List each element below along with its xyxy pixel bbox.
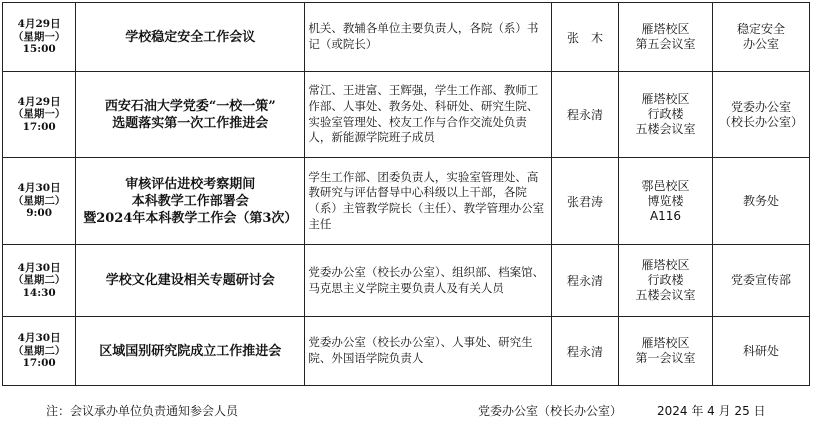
meeting-schedule-table bbox=[2, 2, 810, 386]
table-row bbox=[3, 245, 810, 317]
meeting-title-line: 审核评估进校考察期间 bbox=[125, 176, 256, 192]
meeting-time: 14:30 bbox=[22, 286, 56, 299]
meeting-location-cell bbox=[619, 245, 713, 317]
meeting-title-cell bbox=[76, 158, 305, 245]
meeting-location-cell bbox=[619, 317, 713, 386]
meeting-organizer-line: 稳定安全 bbox=[736, 22, 785, 36]
meeting-attendees: 机关、教辅各单位主要负责人，各院（系）书记（或院长） bbox=[305, 3, 552, 72]
meeting-host: 程永清 bbox=[552, 317, 619, 386]
meeting-location-line: 行政楼 bbox=[647, 107, 684, 121]
meeting-time-cell bbox=[3, 245, 76, 317]
meeting-organizer-line: 党委宣传部 bbox=[730, 273, 791, 287]
meeting-organizer-line: 科研处 bbox=[742, 343, 779, 358]
meeting-date: 4月29日 bbox=[17, 18, 61, 31]
meeting-date: 4月30日 bbox=[17, 261, 61, 274]
meeting-location-line: 鄠邑校区 bbox=[641, 178, 690, 193]
meeting-location-line: 行政楼 bbox=[647, 273, 684, 287]
meeting-attendees: 常江、王进富、王辉强，学生工作部、教师工作部、人事处、教务处、科研处、研究生院、实验室管理处、校友工作与合作交流处负责人，新能源学院班子成员 bbox=[305, 72, 552, 158]
table-row bbox=[3, 3, 810, 72]
meeting-time-cell bbox=[3, 72, 76, 158]
meeting-host: 张 木 bbox=[552, 3, 619, 72]
meeting-date: 4月30日 bbox=[17, 332, 61, 345]
table-row bbox=[3, 317, 810, 386]
meeting-organizer-line: 党委办公室 bbox=[730, 99, 791, 114]
table-row bbox=[3, 72, 810, 158]
meeting-weekday: （星期二） bbox=[12, 274, 66, 287]
meeting-location-cell bbox=[619, 72, 713, 158]
meeting-host: 程永清 bbox=[552, 72, 619, 158]
meeting-host: 程永清 bbox=[552, 245, 619, 317]
meeting-time: 17:00 bbox=[22, 357, 56, 370]
footer-issuing-office: 党委办公室（校长办公室） bbox=[478, 404, 623, 418]
meeting-weekday: （星期二） bbox=[12, 194, 66, 207]
meeting-time-cell bbox=[3, 3, 76, 72]
meeting-title-line: 选题落实第一次工作推进会 bbox=[112, 115, 269, 131]
meeting-attendees: 学生工作部、团委负责人，实验室管理处、高教研究与评估督导中心科级以上干部，各院（系）主管教学院长（主任）、教学管理办公室主任 bbox=[305, 158, 552, 245]
meeting-organizer-cell bbox=[712, 3, 809, 72]
meeting-time-cell bbox=[3, 317, 76, 386]
meeting-organizer-line: （校长办公室） bbox=[718, 114, 803, 129]
meeting-weekday: （星期二） bbox=[12, 344, 66, 357]
meeting-location-cell bbox=[619, 3, 713, 72]
meeting-time: 9:00 bbox=[26, 207, 53, 220]
meeting-location-line: 五楼会议室 bbox=[635, 288, 696, 302]
table-row bbox=[3, 158, 810, 245]
meeting-title-cell bbox=[76, 245, 305, 317]
meeting-title-cell bbox=[76, 317, 305, 386]
meeting-title-line: 暨2024年本科教学工作会（第3次） bbox=[83, 210, 298, 226]
meeting-date: 4月30日 bbox=[17, 182, 61, 195]
meeting-location-line: 五楼会议室 bbox=[635, 122, 696, 136]
meeting-time: 17:00 bbox=[22, 120, 56, 133]
footer-issue-date: 2024 年 4 月 25 日 bbox=[657, 404, 766, 418]
meeting-title-line: 区域国别研究院成立工作推进会 bbox=[99, 343, 282, 359]
schedule-body bbox=[3, 3, 810, 386]
meeting-title-line: 西安石油大学党委“一校一策” bbox=[104, 98, 276, 114]
meeting-location-line: A116 bbox=[649, 208, 682, 223]
meeting-location-line: 雁塔校区 bbox=[641, 92, 690, 106]
meeting-date: 4月29日 bbox=[17, 95, 61, 108]
meeting-attendees: 党委办公室（校长办公室）、组织部、档案馆、马克思主义学院主要负责人及有关人员 bbox=[305, 245, 552, 317]
meeting-host: 张君涛 bbox=[552, 158, 619, 245]
meeting-location-line: 雁塔校区 bbox=[641, 258, 690, 272]
meeting-location-line: 第五会议室 bbox=[635, 37, 696, 51]
meeting-time: 15:00 bbox=[22, 43, 56, 56]
meeting-location-line: 第一会议室 bbox=[635, 351, 696, 365]
meeting-organizer-cell bbox=[712, 317, 809, 386]
meeting-title-cell bbox=[76, 72, 305, 158]
meeting-organizer-line: 办公室 bbox=[742, 37, 779, 51]
meeting-title-line: 本科教学工作部署会 bbox=[131, 193, 249, 209]
meeting-organizer-cell bbox=[712, 245, 809, 317]
meeting-location-line: 雁塔校区 bbox=[641, 22, 690, 36]
meeting-title-line: 学校稳定安全工作会议 bbox=[125, 29, 256, 45]
meeting-location-line: 雁塔校区 bbox=[641, 336, 690, 350]
meeting-organizer-cell bbox=[712, 72, 809, 158]
meeting-title-cell bbox=[76, 3, 305, 72]
meeting-time-cell bbox=[3, 158, 76, 245]
meeting-organizer-line: 教务处 bbox=[742, 193, 779, 208]
footer bbox=[0, 402, 814, 420]
meeting-organizer-cell bbox=[712, 158, 809, 245]
meeting-location-cell bbox=[619, 158, 713, 245]
meeting-location-line: 博览楼 bbox=[647, 193, 684, 208]
meeting-weekday: （星期一） bbox=[12, 30, 66, 43]
meeting-attendees: 党委办公室（校长办公室）、人事处、研究生院、外国语学院负责人 bbox=[305, 317, 552, 386]
footer-note: 注：会议承办单位负责通知参会人员 bbox=[46, 404, 239, 418]
meeting-weekday: （星期一） bbox=[12, 108, 66, 121]
meeting-title-line: 学校文化建设相关专题研讨会 bbox=[105, 273, 275, 288]
